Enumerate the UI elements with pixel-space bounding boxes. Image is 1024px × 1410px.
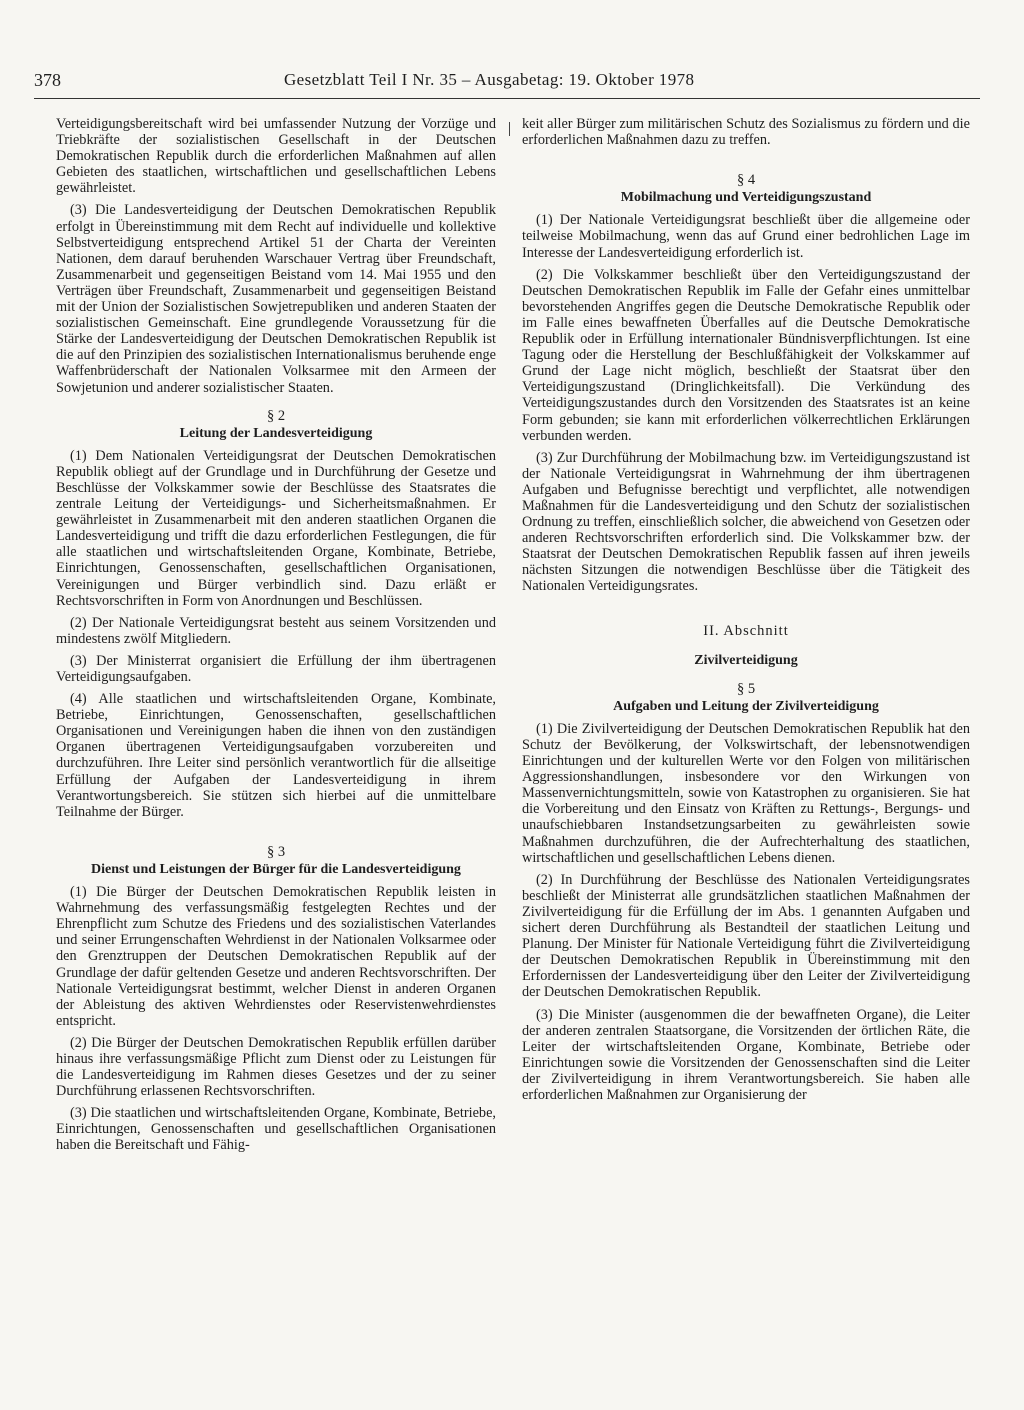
section-heading: Aufgaben und Leitung der Zivilverteidigung <box>613 698 879 714</box>
paragraph: (1) Dem Nationalen Verteidigungsrat der Deutschen Demokratischen Republik obliegt auf der Grundlage und in Durchführung der Gesetze und Beschlüsse der Volkskammer sowie der Beschlüsse des Staatsrates die zentrale Leitung der Verteidigungs- und Sicherheitsmaßnahmen. Er gewährleistet in Zusammenarbeit mit den anderen staatlichen Organen die Landesverteidigung und trifft die dazu erforderlichen Festlegungen, die für alle staatlichen und wirtschaftsleitenden Organe, Kombinate, Betriebe, Einrichtungen, Genossenschaften, gesellschaftlichen Organisationen, Vereinigungen und Bürger verbindlich sind. Dazu erläßt er Rechtsvorschriften in Form von Anordnungen und Beschlüssen. <box>56 447 496 609</box>
page-header <box>34 66 980 99</box>
section-heading: Leitung der Landesverteidigung <box>179 425 373 441</box>
paragraph: (1) Der Nationale Verteidigungsrat beschließt über die allgemeine oder teilweise Mobilmachung, wenn das auf Grund einer bedrohlichen Lage im Interesse der Landesverteidigung erforderlich ist. <box>522 212 970 261</box>
section-heading: Dienst und Leistungen der Bürger für die Landesverteidigung <box>91 861 461 877</box>
paragraph: keit aller Bürger zum militärischen Schutz des Sozialismus zu fördern und die erforderlichen Maßnahmen dazu zu treffen. <box>522 116 970 149</box>
paragraph: Verteidigungsbereitschaft wird bei umfassender Nutzung der Vorzüge und Triebkräfte der sozialistischen Gesellschaft in der Deutschen Demokratischen Republik durch die erforderlichen Maßnahmen auf allen Gebieten des staatlichen, wirtschaftlichen und gesellschaftlichen Lebens gewährleistet. <box>56 116 496 197</box>
paragraph: (3) Der Ministerrat organisiert die Erfüllung der ihm übertragenen Verteidigungsaufgaben. <box>56 652 496 685</box>
paragraph: (3) Die Minister (ausgenommen die der bewaffneten Organe), die Leiter der anderen zentralen Staatsorgane, die Vorsitzenden der örtlichen Räte, die Leiter der wirtschaftsleitenden Organe, Kombinate, Betriebe oder Einrichtungen sowie die Vorsitzenden der Genossenschaften sind die Leiter der Zivilverteidigung in ihrem Verantwortungsbereich. Sie haben alle erforderlichen Maßnahmen zur Organisierung der <box>522 1006 970 1103</box>
chapter-title: II. Abschnitt <box>703 622 789 639</box>
left-column <box>56 116 496 1160</box>
column-divider <box>509 122 510 136</box>
paragraph: (1) Die Zivilverteidigung der Deutschen Demokratischen Republik hat den Schutz der Bevölkerung, der Volkswirtschaft, der lebensnotwendigen Einrichtungen und der kulturellen Werte vor den Folgen von militärischen Aggressionshandlungen, insbesondere vor den Wirkungen von Massenvernichtungsmitteln, sowie von Katastrophen zu organisieren. Sie hat die Vorbereitung und den Einsatz von Kräften zu Rettungs-, Bergungs- und unaufschiebbaren Instandsetzungsarbeiten zu gewährleisten sowie Maßnahmen durchzuführen, die der Aufrechterhaltung des staatlichen, wirtschaftlichen und gesellschaftlichen Lebens dienen. <box>522 720 970 866</box>
paragraph: (2) Die Bürger der Deutschen Demokratischen Republik erfüllen darüber hinaus ihre verfassungsmäßige Pflicht zum Dienst oder zu Leistungen für die Landesverteidigung im Rahmen dieses Gesetzes und der zu seiner Durchführung erlassenen Rechtsvorschriften. <box>56 1034 496 1100</box>
paragraph: (3) Zur Durchführung der Mobilmachung bzw. im Verteidigungszustand ist der Nationale Verteidigungsrat in Wahrnehmung der ihm übertragenen Aufgaben und Befugnisse berechtigt und verpflichtet, alle notwendigen Maßnahmen für die Landesverteidigung und den Schutz der sozialistischen Ordnung zu treffen, einschließlich solcher, die abweichend von Gesetzen oder anderen Rechtsvorschriften erforderlich sind. Die Volkskammer bzw. der Staatsrat der Deutschen Demokratischen Republik fassen auf ihren jeweils nächsten Sitzungen die notwendigen Beschlüsse über die Tätigkeit des Nationalen Verteidigungsrates. <box>522 449 970 595</box>
paragraph: (3) Die staatlichen und wirtschaftsleitenden Organe, Kombinate, Betriebe, Einrichtungen, Genossenschaften und gesellschaftlichen Organisationen haben die Bereitschaft und Fähig- <box>56 1105 496 1154</box>
paragraph: (3) Die Landesverteidigung der Deutschen Demokratischen Republik erfolgt in Übereinstimmung mit dem Recht auf individuelle und kollektive Selbstverteidigung entsprechend Artikel 51 der Charta der Vereinten Nationen, dem darauf beruhenden Warschauer Vertrag über Freundschaft, Zusammenarbeit und gegenseitigen Beistand vom 14. Mai 1955 und den Verträgen über Freundschaft, Zusammenarbeit und gegenseitigen Beistand mit der Union der Sozialistischen Sowjetrepubliken und anderen Staaten der sozialistischen Gemeinschaft. Eine grundlegende Voraussetzung für die Stärke der Landesverteidigung der Deutschen Demokratischen Republik ist die auf den Prinzipien des sozialistischen Internationalismus beruhende enge Waffenbrüderschaft der Nationalen Volksarmee mit den Armeen der Sowjetunion und anderer sozialistischer Staaten. <box>56 202 496 396</box>
section-number: § 2 <box>266 407 286 424</box>
page-number: 378 <box>34 70 61 90</box>
section-heading: Mobilmachung und Verteidigungszustand <box>620 190 872 206</box>
paragraph: (1) Die Bürger der Deutschen Demokratischen Republik leisten in Wahrnehmung des verfassungsmäßig festgelegten Rechtes und der Ehrenpflicht zum Schutze des Friedens und des sozialistischen Vaterlandes und seiner Errungenschaften Wehrdienst in der Nationalen Volksarmee oder den Grenztruppen der Deutschen Demokratischen Republik auf der Grundlage der dafür geltenden Gesetze und anderen Rechtsvorschriften. Der Nationale Verteidigungsrat bestimmt, welcher Dienst in anderen Organen der Ableistung des aktiven Wehrdienstes oder Reservistenwehrdienstes entspricht. <box>56 884 496 1029</box>
section-number: § 3 <box>266 843 286 860</box>
paragraph: (2) In Durchführung der Beschlüsse des Nationalen Verteidigungsrates beschließt der Ministerrat alle grundsätzlichen staatlichen Maßnahmen der Zivilverteidigung für die Erfüllung der im Abs. 1 genannten Aufgaben und sichert deren Durchführung als Bestandteil der staatlichen Leitung und Planung. Der Minister für Nationale Verteidigung führt die Zivilverteidigung der Deutschen Demokratischen Republik in Übereinstimmung mit den Erfordernissen der Landesverteidigung über den Leiter der Zivilverteidigung der Deutschen Demokratischen Republik. <box>522 871 970 1001</box>
section-number: § 5 <box>736 680 756 697</box>
paragraph: (2) Die Volkskammer beschließt über den Verteidigungszustand der Deutschen Demokratischen Republik im Falle der Gefahr eines unmittelbar bevorstehenden Angriffes gegen die Deutsche Demokratische Republik oder im Falle eines bewaffneten Überfalles auf die Deutsche Demokratische Republik oder in Erfüllung internationaler Bündnisverpflichtungen. Ist eine Tagung oder die Herstellung der Beschlußfähigkeit der Volkskammer auf Grund der Lage nicht möglich, beschließt der Staatsrat über den Verteidigungszustand (Dringlichkeitsfall). Die Verkündung des Verteidigungszustandes durch den Vorsitzenden des Staatsrates ist an keine Form gebunden; sie kann mit erforderlichen völkerrechtlichen Erklärungen verbunden werden. <box>522 266 970 444</box>
paragraph: (2) Der Nationale Verteidigungsrat besteht aus seinem Vorsitzenden und mindestens zwölf Mitgliedern. <box>56 614 496 647</box>
right-column <box>522 116 970 1109</box>
running-title: Gesetzblatt Teil I Nr. 35 – Ausgabetag: 19. Oktober 1978 <box>284 70 695 89</box>
chapter-subtitle: Zivilverteidigung <box>694 652 798 668</box>
section-number: § 4 <box>736 172 756 189</box>
paragraph: (4) Alle staatlichen und wirtschaftsleitenden Organe, Kombinate, Betriebe, Einrichtungen, Genossenschaften, gesellschaftlichen Organisationen und Vereinigungen haben die ihnen von den zuständigen Organen übertragenen Verteidigungsaufgaben vorzubereiten und durchzuführen. Ihre Leiter sind persönlich verantwortlich für die allseitige Erfüllung der Aufgaben der Landesverteidigung in ihrem Verantwortungsbereich. Sie stützen sich hierbei auf die unmittelbare Teilnahme der Bürger. <box>56 691 496 820</box>
